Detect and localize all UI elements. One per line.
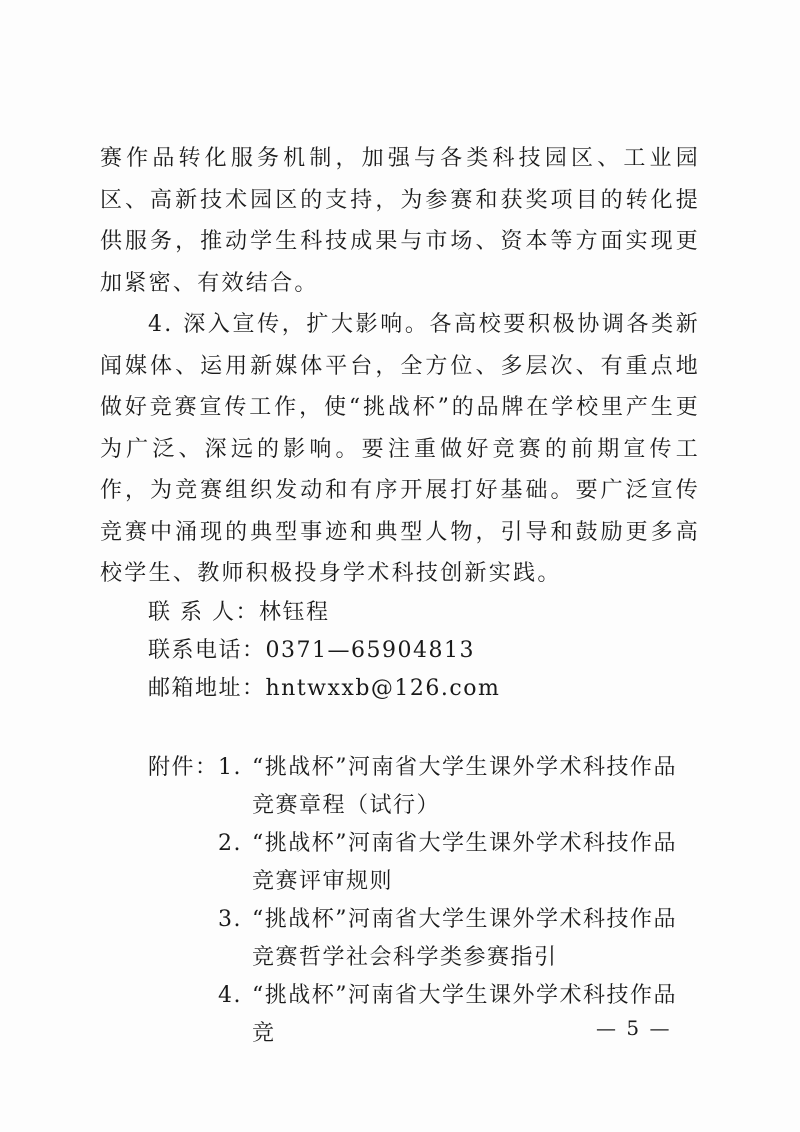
attachment-title: “挑战杯”河南省大学生课外学术科技作品竞赛哲学社会科学类参赛指引 xyxy=(252,907,677,970)
body-text xyxy=(100,138,700,595)
paragraph-publicity: 4. 深入宣传，扩大影响。各高校要积极协调各类新闻媒体、运用新媒体平台，全方位、多层次、有重点地做好竞赛宣传工作，使“挑战杯”的品牌在学校里产生更为广泛、深远的影响。要注重做好竞赛的前期宣传工作，为竞赛组织发动和有序开展打好基础。要广泛宣传竞赛中涌现的典型事迹和典型人物，引导和鼓励更多高校学生、教师积极投身学术科技创新实践。 xyxy=(100,312,700,586)
contact-person: 联 系 人：林钰程 xyxy=(148,600,330,625)
attachment-number: 3. xyxy=(218,907,242,932)
attachment-title: “挑战杯”河南省大学生课外学术科技作品竞赛评审规则 xyxy=(252,831,677,894)
attachment-number: 2. xyxy=(218,831,242,856)
attachment-title: “挑战杯”河南省大学生课外学术科技作品竞赛章程（试行） xyxy=(252,755,677,818)
contact-phone: 联系电话：0371—65904813 xyxy=(148,638,475,663)
contact-email: 邮箱地址：hntwxxb@126.com xyxy=(148,676,501,701)
paragraph-continuation: 赛作品转化服务机制，加强与各类科技园区、工业园区、高新技术园区的支持，为参赛和获奖项目的转化提供服务，推动学生科技成果与市场、资本等方面实现更加紧密、有效结合。 xyxy=(100,146,700,296)
attachment-title: “挑战杯”河南省大学生课外学术科技作品竞 xyxy=(252,983,677,1046)
page-number: — 5 — xyxy=(596,1016,672,1040)
attachments-label: 附件： xyxy=(148,755,219,780)
attachment-item xyxy=(148,749,708,825)
attachment-item xyxy=(148,825,708,901)
attachment-item xyxy=(148,977,708,1053)
attachment-item xyxy=(148,901,708,977)
attachment-number: 4. xyxy=(218,983,242,1008)
attachment-number: 1. xyxy=(218,755,242,780)
attachments-list xyxy=(148,749,708,1053)
contact-block xyxy=(148,594,500,708)
